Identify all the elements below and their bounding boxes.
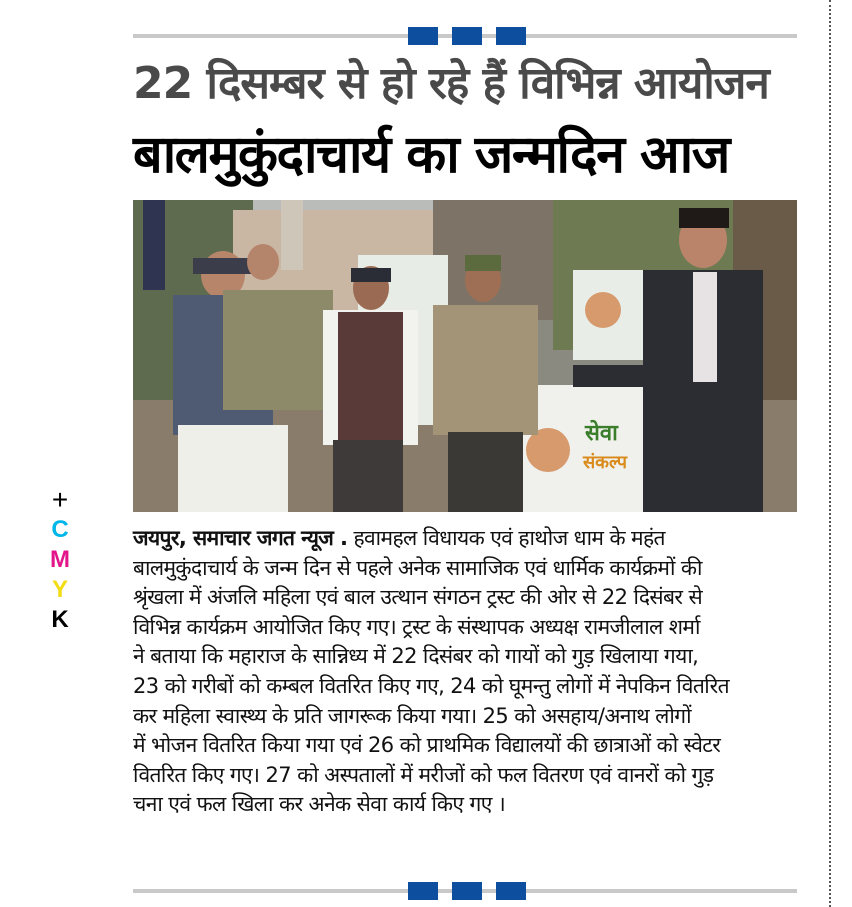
divider-square — [452, 882, 482, 900]
divider-square — [496, 27, 526, 45]
divider-square — [496, 882, 526, 900]
bottom-divider-squares — [408, 882, 526, 900]
article-line: कर महिला स्वास्थ्य के प्रति जागरूक किया गया। 25 को असहाय/अनाथ लोगों — [133, 703, 691, 728]
column-cut-line — [829, 0, 831, 907]
article-line: विभिन्न कार्यक्रम आयोजित किए गए। ट्रस्ट के संस्थापक अध्यक्ष रामजीलाल शर्मा — [133, 614, 700, 639]
article-line — [133, 524, 797, 554]
dateline: जयपुर, समाचार जगत न्यूज . — [133, 526, 348, 550]
cmyk-black: K — [51, 606, 69, 633]
article-line-text: हवामहल विधायक एवं हाथोज धाम के महंत — [353, 526, 665, 550]
banner-text: सेवा — [585, 421, 618, 446]
article-body — [133, 524, 797, 820]
divider-square — [408, 27, 438, 45]
sub-headline: 22 दिसम्बर से हो रहे हैं विभिन्न आयोजन — [133, 58, 769, 109]
cmyk-cyan: C — [51, 516, 69, 543]
article-line: श्रृंखला में अंजलि महिला एवं बाल उत्थान संगठन ट्रस्ट की ओर से 22 दिसंबर से — [133, 585, 703, 610]
cmyk-magenta: M — [50, 546, 70, 573]
divider-square — [452, 27, 482, 45]
article-line: 23 को गरीबों को कम्बल वितरित किए गए, 24 को घूमन्तु लोगों में नेपकिन वितरित — [133, 673, 730, 698]
top-divider-squares — [408, 27, 526, 45]
cmyk-registration-marks — [46, 485, 74, 635]
article-line: बालमुकुंदाचार्य के जन्म दिन से पहले अनेक सामाजिक एवं धार्मिक कार्यक्रमों की — [133, 555, 702, 580]
banner-text: संकल्प — [583, 452, 627, 473]
cmyk-yellow: Y — [51, 576, 68, 603]
article-line: वितरित किए गए। 27 को अस्पतालों में मरीजों को फल वितरण एवं वानरों को गुड़ — [133, 762, 714, 787]
article-line: ने बताया कि महाराज के सान्निध्य में 22 दिसंबर को गायों को गुड़ खिलाया गया, — [133, 644, 699, 669]
article-line: में भोजन वितरित किया गया एवं 26 को प्राथमिक विद्यालयों की छात्राओं को स्वेटर — [133, 733, 721, 758]
news-photo — [133, 200, 797, 512]
article-line: चना एवं फल खिला कर अनेक सेवा कार्य किए गए । — [133, 792, 506, 817]
divider-square — [408, 882, 438, 900]
headline: बालमुकुंदाचार्य का जन्मदिन आज — [133, 125, 729, 185]
registration-plus: + — [51, 484, 69, 515]
